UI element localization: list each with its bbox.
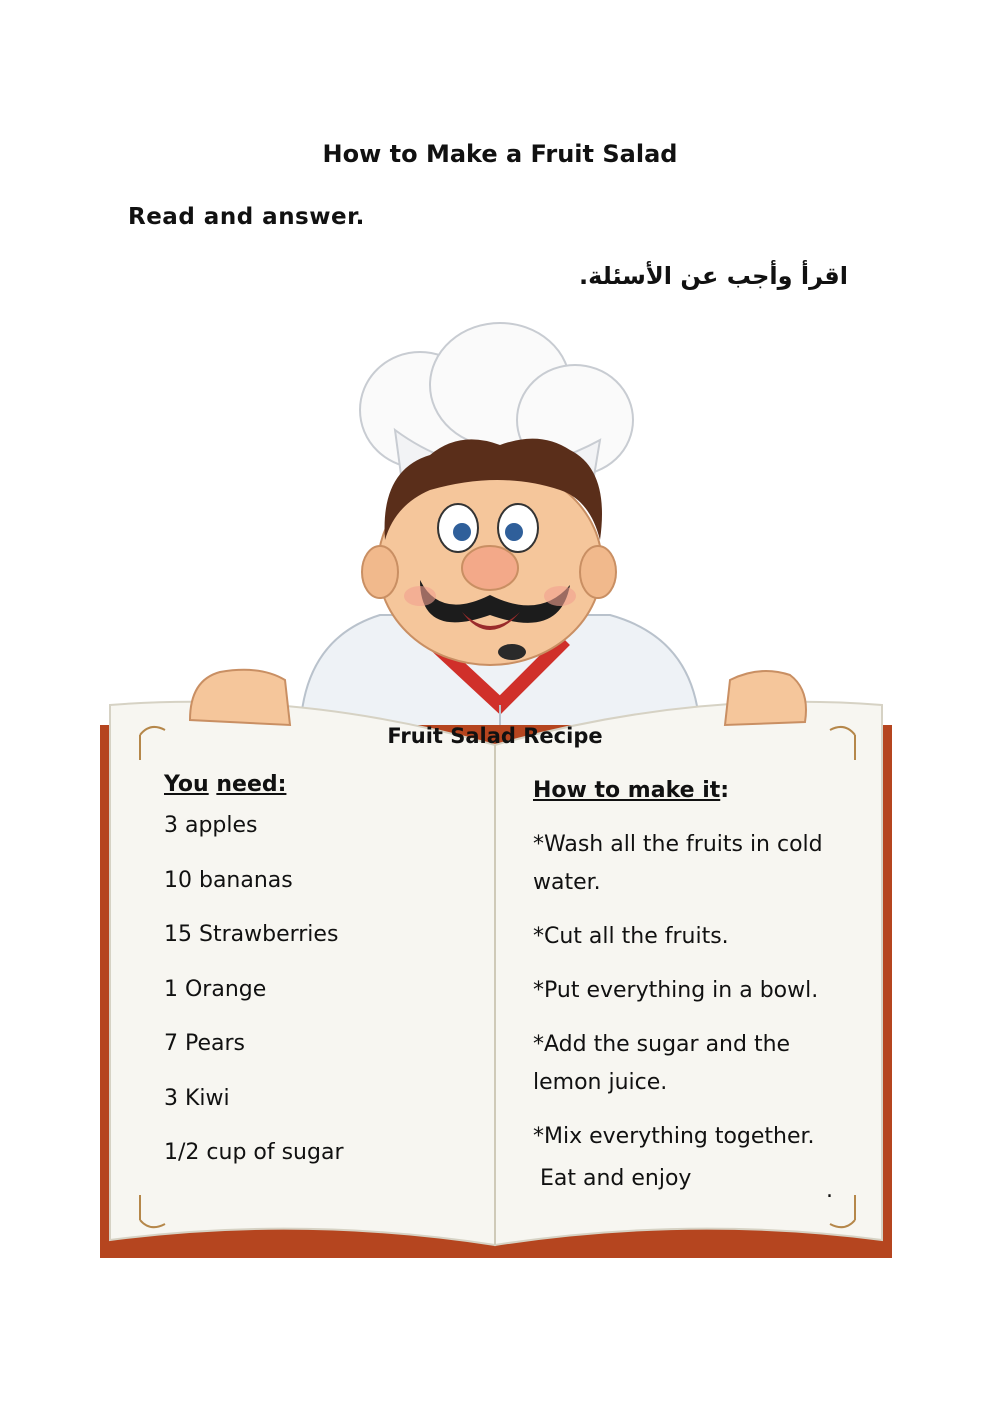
list-item: *Wash all the fruits in cold water. — [533, 832, 823, 895]
ingredients-heading — [164, 772, 286, 797]
steps-heading — [533, 778, 729, 803]
list-item: *Cut all the fruits. — [533, 924, 729, 949]
list-item: 1 Orange — [164, 976, 267, 1002]
steps-heading-colon: : — [720, 778, 730, 803]
list-item: 1/2 cup of sugar — [164, 1140, 344, 1165]
list-item: 3 apples — [164, 813, 258, 838]
steps-list — [533, 826, 853, 1172]
list-item: 10 bananas — [164, 867, 293, 893]
list-item: 15 Strawberries — [164, 922, 339, 947]
list-item: *Mix everything together. — [533, 1124, 815, 1149]
instruction-text: Read and answer. — [128, 204, 365, 230]
ingredients-heading-word-2: need: — [216, 772, 287, 797]
ingredients-list — [164, 808, 344, 1190]
recipe-title: Fruit Salad Recipe — [387, 724, 603, 748]
ingredients-heading-word-1: You — [164, 772, 209, 797]
list-item: 3 Kiwi — [164, 1085, 230, 1111]
page-title: How to Make a Fruit Salad — [322, 140, 678, 168]
steps-heading-text: How to make it — [533, 778, 721, 803]
closing-dot: . — [826, 1178, 833, 1203]
list-item: *Add the sugar and the lemon juice. — [533, 1032, 791, 1095]
instruction-arabic: اقرأ وأجب عن الأسئلة. — [579, 262, 848, 290]
closing-text: Eat and enjoy — [540, 1166, 692, 1191]
list-item: *Put everything in a bowl. — [533, 978, 819, 1003]
list-item: 7 Pears — [164, 1031, 245, 1056]
